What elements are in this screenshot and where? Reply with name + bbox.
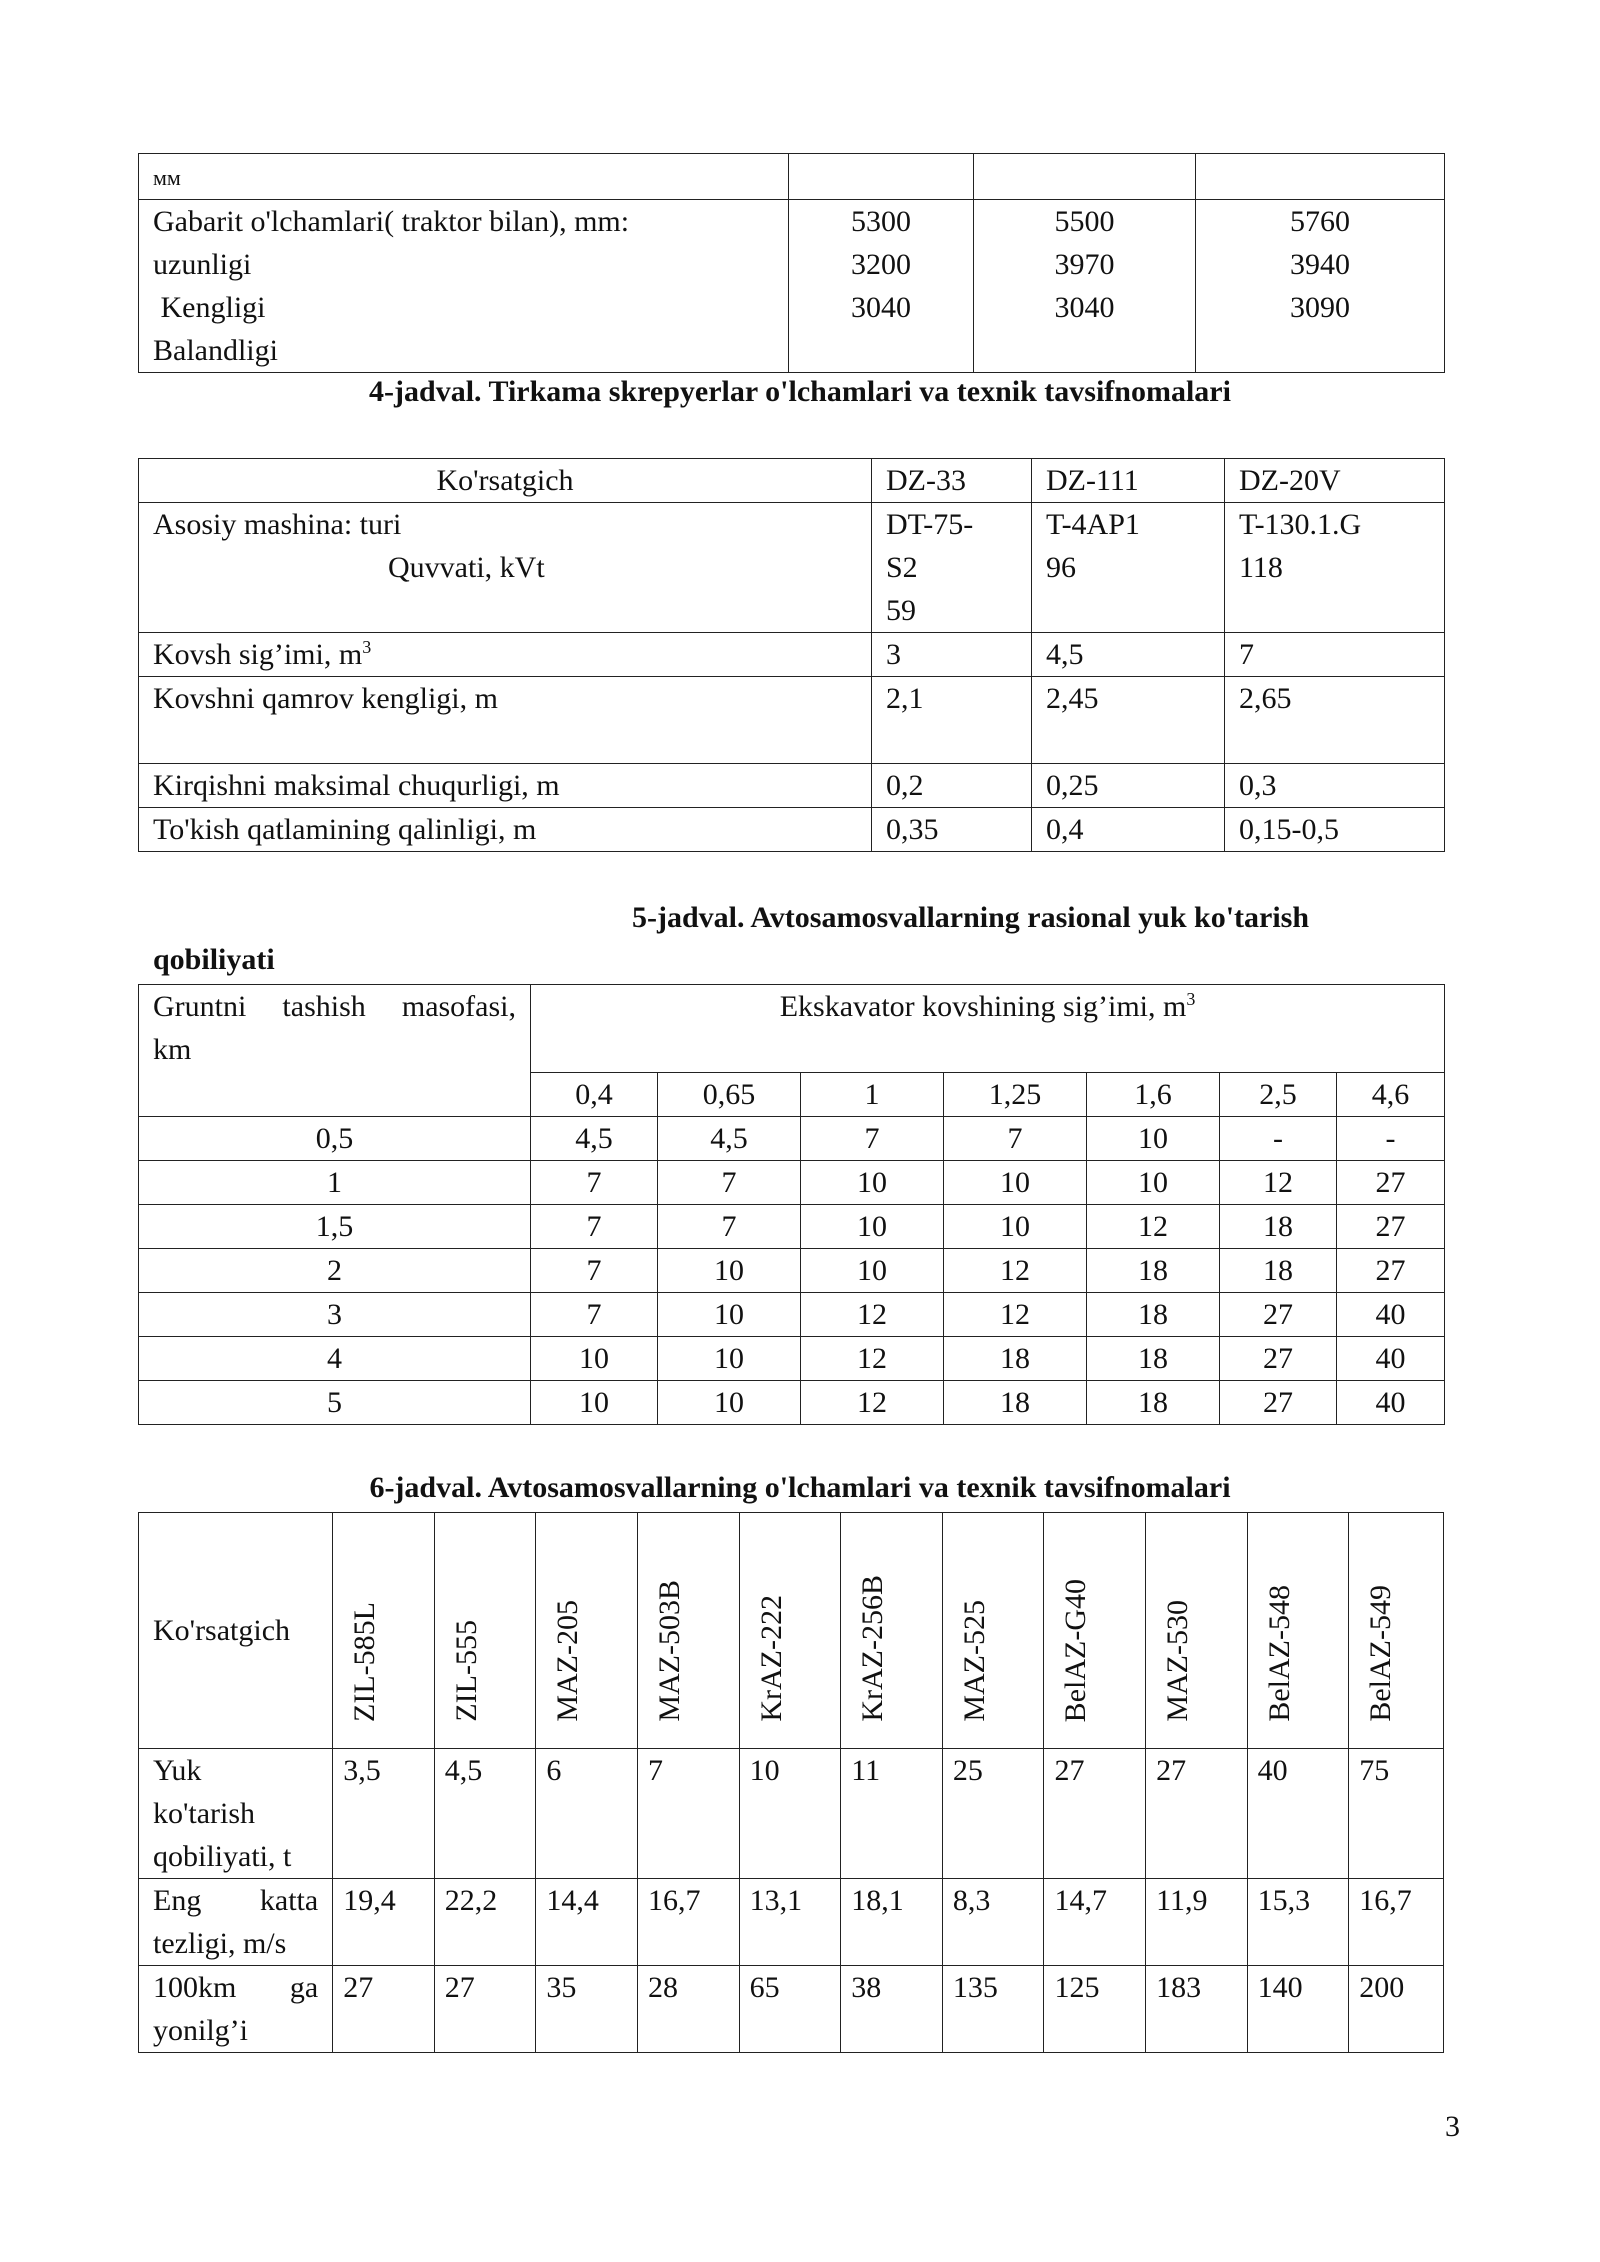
model-header	[1247, 1513, 1349, 1749]
value-cell: 18,1	[841, 1879, 943, 1966]
empty-cell	[789, 154, 974, 200]
model-header	[739, 1513, 841, 1749]
word: masofasi,	[401, 990, 516, 1023]
table-row	[139, 1293, 1445, 1337]
value-cell: 10	[1087, 1161, 1220, 1205]
value-cell: 11	[841, 1749, 943, 1879]
value-cell: 7	[658, 1205, 801, 1249]
table-row	[139, 1337, 1445, 1381]
value: T-4AP1	[1046, 508, 1140, 541]
value: 0,25	[1032, 764, 1225, 808]
model-name: BelAZ-549	[1364, 1585, 1398, 1722]
header-dz33: DZ-33	[872, 459, 1032, 503]
model-name: MAZ-525	[957, 1600, 991, 1722]
kengligi-label: Kengligi	[153, 291, 266, 324]
value-cell: 140	[1247, 1966, 1349, 2053]
value: 96	[1046, 551, 1076, 584]
value-cell: 7	[531, 1249, 658, 1293]
distance-cell: 5	[139, 1381, 531, 1425]
value-cell: 16,7	[638, 1879, 740, 1966]
value-cell: 12	[1220, 1161, 1337, 1205]
value: 59	[886, 594, 916, 627]
eng-katta-tezligi-label-cell	[139, 1879, 333, 1966]
value-cell: 7	[531, 1161, 658, 1205]
value-cell: 18	[1087, 1249, 1220, 1293]
value-cell: 38	[841, 1966, 943, 2053]
value-cell: 18	[1220, 1205, 1337, 1249]
header-korsatgich: Ko'rsatgich	[139, 1513, 333, 1749]
value-cell: 10	[658, 1381, 801, 1425]
superscript: 3	[1186, 989, 1196, 1009]
value-cell: 7	[531, 1293, 658, 1337]
value: 2,45	[1032, 677, 1225, 764]
model-header	[1349, 1513, 1444, 1749]
col2-cell	[974, 200, 1196, 373]
capacity-header: 4,6	[1337, 1073, 1445, 1117]
value-cell: 27	[1337, 1161, 1445, 1205]
value: 4,5	[1032, 633, 1225, 677]
superscript: 3	[362, 637, 372, 657]
value: 2,1	[872, 677, 1032, 764]
value-cell: 10	[739, 1749, 841, 1879]
header-korsatgich: Ko'rsatgich	[139, 459, 872, 503]
model-header	[1146, 1513, 1248, 1749]
value: 0,15-0,5	[1225, 808, 1445, 852]
unit-text: мм	[153, 165, 181, 190]
word: tashish	[282, 990, 366, 1023]
value-cell: 7	[531, 1205, 658, 1249]
table-row	[139, 1749, 1444, 1879]
model-name: BelAZ-G40	[1059, 1578, 1093, 1722]
value-cell: 183	[1146, 1966, 1248, 2053]
value-cell: 40	[1337, 1381, 1445, 1425]
distance-cell: 1,5	[139, 1205, 531, 1249]
model-name: KrAZ-222	[754, 1595, 788, 1722]
value-cell: 35	[536, 1966, 638, 2053]
value: T-130.1.G	[1239, 508, 1362, 541]
value: 3040	[1054, 291, 1115, 324]
distance-cell: 3	[139, 1293, 531, 1337]
table-6-header-row	[139, 1513, 1444, 1749]
gabarit-label-cell	[139, 200, 789, 373]
value-cell: 27	[1220, 1381, 1337, 1425]
value-cell: 4,5	[658, 1117, 801, 1161]
capacity-header: 1	[801, 1073, 944, 1117]
model-name: MAZ-503B	[653, 1580, 687, 1722]
word: yonilg’i	[153, 2014, 248, 2047]
value-cell: 4,5	[434, 1749, 536, 1879]
dz33-machine-cell	[872, 503, 1032, 633]
value-cell: 10	[801, 1205, 944, 1249]
value-cell: 135	[942, 1966, 1044, 2053]
value-cell: 200	[1349, 1966, 1444, 2053]
value-cell: 18	[944, 1381, 1087, 1425]
capacity-header: 1,25	[944, 1073, 1087, 1117]
value-cell: 7	[944, 1117, 1087, 1161]
table-row	[139, 503, 1445, 633]
value-cell: -	[1220, 1117, 1337, 1161]
uzunligi-label: uzunligi	[153, 248, 252, 281]
value-cell: 18	[1087, 1293, 1220, 1337]
value: 0,3	[1225, 764, 1445, 808]
table-row	[139, 633, 1445, 677]
value-cell: 10	[658, 1249, 801, 1293]
value-cell: 12	[801, 1381, 944, 1425]
table-row	[139, 808, 1445, 852]
value-cell: 18	[1087, 1337, 1220, 1381]
ekskavator-header	[531, 985, 1445, 1073]
table-row	[139, 985, 1445, 1073]
kovshni-qamrov-label: Kovshni qamrov kengligi, m	[139, 677, 872, 764]
model-name: ZIL-585L	[348, 1602, 382, 1722]
table-5-caption-continued: qobiliyati	[153, 943, 275, 976]
value-cell: 15,3	[1247, 1879, 1349, 1966]
table-6	[138, 1512, 1444, 2053]
table-row	[139, 677, 1445, 764]
kovsh-sigimi-label: Kovsh sig’imi, m	[153, 638, 363, 671]
table-5-body	[139, 1117, 1445, 1425]
value-cell: 27	[1337, 1205, 1445, 1249]
distance-cell: 4	[139, 1337, 531, 1381]
table-row	[139, 1879, 1444, 1966]
value-cell: 125	[1044, 1966, 1146, 2053]
header-dz111: DZ-111	[1032, 459, 1225, 503]
value-cell: 11,9	[1146, 1879, 1248, 1966]
model-header	[638, 1513, 740, 1749]
asosiy-mashina-cell	[139, 503, 872, 633]
km-label: km	[153, 1033, 192, 1066]
ekskavator-label: Ekskavator kovshining sig’imi, m	[779, 990, 1187, 1023]
value-cell: 27	[1220, 1293, 1337, 1337]
word: Gruntni	[153, 990, 247, 1023]
value: 7	[1225, 633, 1445, 677]
gabarit-label: Gabarit o'lchamlari( traktor bilan), mm:	[153, 205, 630, 238]
dz111-machine-cell	[1032, 503, 1225, 633]
model-name: BelAZ-548	[1262, 1585, 1296, 1722]
table-row	[139, 154, 1445, 200]
asosiy-mashina-label: Asosiy mashina: turi	[153, 508, 402, 541]
gruntni-tashish-label-line	[153, 985, 530, 1028]
yuk-kotarish-label-cell	[139, 1749, 333, 1879]
model-name: MAZ-205	[551, 1600, 585, 1722]
empty-cell	[974, 154, 1196, 200]
col1-cell	[789, 200, 974, 373]
table-row	[139, 1966, 1444, 2053]
table-row	[139, 1381, 1445, 1425]
value-cell: 3,5	[333, 1749, 435, 1879]
value-cell: 12	[1087, 1205, 1220, 1249]
value: 3090	[1290, 291, 1350, 324]
value: S2	[886, 551, 918, 584]
table-row	[139, 1161, 1445, 1205]
yonilgi-label-cell	[139, 1966, 333, 2053]
value-cell: 10	[1087, 1117, 1220, 1161]
model-name: ZIL-555	[449, 1620, 483, 1722]
value: 3	[872, 633, 1032, 677]
value-cell: 27	[1337, 1249, 1445, 1293]
model-header	[1044, 1513, 1146, 1749]
word: katta	[259, 1884, 319, 1917]
value-cell: 16,7	[1349, 1879, 1444, 1966]
page-number: 3	[1445, 2110, 1460, 2143]
word: ko'tarish	[153, 1797, 256, 1830]
value-cell: 10	[801, 1161, 944, 1205]
capacity-header: 1,6	[1087, 1073, 1220, 1117]
gruntni-tashish-header	[139, 985, 531, 1117]
value-cell: 27	[333, 1966, 435, 2053]
distance-cell: 1	[139, 1161, 531, 1205]
value-cell: 27	[1044, 1749, 1146, 1879]
table-row	[139, 1205, 1445, 1249]
kovsh-sigimi-label-cell	[139, 633, 872, 677]
value-cell: 4,5	[531, 1117, 658, 1161]
value-cell: -	[1337, 1117, 1445, 1161]
value-cell: 40	[1247, 1749, 1349, 1879]
table-row	[139, 764, 1445, 808]
value-cell: 25	[942, 1749, 1044, 1879]
word: Eng	[153, 1884, 202, 1917]
word: qobiliyati, t	[153, 1840, 292, 1873]
value-cell: 12	[801, 1337, 944, 1381]
label-line	[153, 1966, 332, 2009]
model-header	[942, 1513, 1044, 1749]
table-6-caption: 6-jadval. Avtosamosvallarning o'lchamlari va texnik tavsifnomalari	[369, 1471, 1231, 1504]
value-cell: 65	[739, 1966, 841, 2053]
value-cell: 14,7	[1044, 1879, 1146, 1966]
value-cell: 12	[944, 1249, 1087, 1293]
model-name: KrAZ-256B	[856, 1575, 890, 1722]
model-name: MAZ-530	[1161, 1600, 1195, 1722]
value: 5500	[1054, 205, 1115, 238]
value-cell: 10	[944, 1161, 1087, 1205]
value-cell: 10	[801, 1249, 944, 1293]
model-header	[434, 1513, 536, 1749]
value: 0,35	[872, 808, 1032, 852]
value-cell: 18	[1087, 1381, 1220, 1425]
value-cell: 19,4	[333, 1879, 435, 1966]
empty-cell	[1196, 154, 1445, 200]
value-cell: 14,4	[536, 1879, 638, 1966]
value-cell: 10	[658, 1337, 801, 1381]
value-cell: 8,3	[942, 1879, 1044, 1966]
distance-cell: 0,5	[139, 1117, 531, 1161]
table-4	[138, 458, 1445, 852]
value: 3970	[1054, 248, 1115, 281]
unit-cell	[139, 154, 789, 200]
value-cell: 40	[1337, 1293, 1445, 1337]
value-cell: 10	[658, 1293, 801, 1337]
value-cell: 27	[1220, 1337, 1337, 1381]
value-cell: 28	[638, 1966, 740, 2053]
value-cell: 22,2	[434, 1879, 536, 1966]
capacity-header: 0,4	[531, 1073, 658, 1117]
model-header	[841, 1513, 943, 1749]
value-cell: 18	[944, 1337, 1087, 1381]
value: 3940	[1290, 248, 1350, 281]
value-cell: 27	[1146, 1749, 1248, 1879]
distance-cell: 2	[139, 1249, 531, 1293]
value: 5300	[851, 205, 911, 238]
col3-cell	[1196, 200, 1445, 373]
table-row	[139, 459, 1445, 503]
value: 5760	[1290, 205, 1350, 238]
word: ga	[289, 1971, 319, 2004]
word: 100km	[153, 1971, 237, 2004]
table-5	[138, 984, 1445, 1425]
dz20v-machine-cell	[1225, 503, 1445, 633]
value-cell: 75	[1349, 1749, 1444, 1879]
value-cell: 27	[434, 1966, 536, 2053]
value: 0,4	[1032, 808, 1225, 852]
value-cell: 7	[638, 1749, 740, 1879]
value-cell: 10	[944, 1205, 1087, 1249]
quvvati-label: Quvvati, kVt	[388, 551, 545, 584]
table-4-caption: 4-jadval. Tirkama skrepyerlar o'lchamlari va texnik tavsifnomalari	[369, 375, 1231, 408]
value-cell: 7	[801, 1117, 944, 1161]
value: 0,2	[872, 764, 1032, 808]
table-row	[139, 1117, 1445, 1161]
model-header	[333, 1513, 435, 1749]
value-cell: 13,1	[739, 1879, 841, 1966]
model-header	[536, 1513, 638, 1749]
value-cell: 6	[536, 1749, 638, 1879]
value-cell: 7	[658, 1161, 801, 1205]
word: Yuk	[153, 1754, 202, 1787]
value: 2,65	[1225, 677, 1445, 764]
word: tezligi, m/s	[153, 1927, 287, 1960]
capacity-header: 0,65	[658, 1073, 801, 1117]
value: 118	[1239, 551, 1283, 584]
table-3-continuation	[138, 153, 1445, 373]
value-cell: 12	[801, 1293, 944, 1337]
table-5-caption: 5-jadval. Avtosamosvallarning rasional yuk ko'tarish	[632, 901, 1310, 934]
value-cell: 18	[1220, 1249, 1337, 1293]
value-cell: 10	[531, 1337, 658, 1381]
value-cell: 10	[531, 1381, 658, 1425]
table-row	[139, 200, 1445, 373]
value-cell: 12	[944, 1293, 1087, 1337]
value: DT-75-	[886, 508, 974, 541]
kirqishni-chuqurligi-label: Kirqishni maksimal chuqurligi, m	[139, 764, 872, 808]
header-dz20v: DZ-20V	[1225, 459, 1445, 503]
capacity-header: 2,5	[1220, 1073, 1337, 1117]
balandligi-label: Balandligi	[153, 334, 278, 367]
label-line	[153, 1879, 332, 1922]
value: 3200	[851, 248, 911, 281]
tokish-qalinligi-label: To'kish qatlamining qalinligi, m	[139, 808, 872, 852]
value-cell: 40	[1337, 1337, 1445, 1381]
table-row	[139, 1249, 1445, 1293]
value: 3040	[851, 291, 911, 324]
